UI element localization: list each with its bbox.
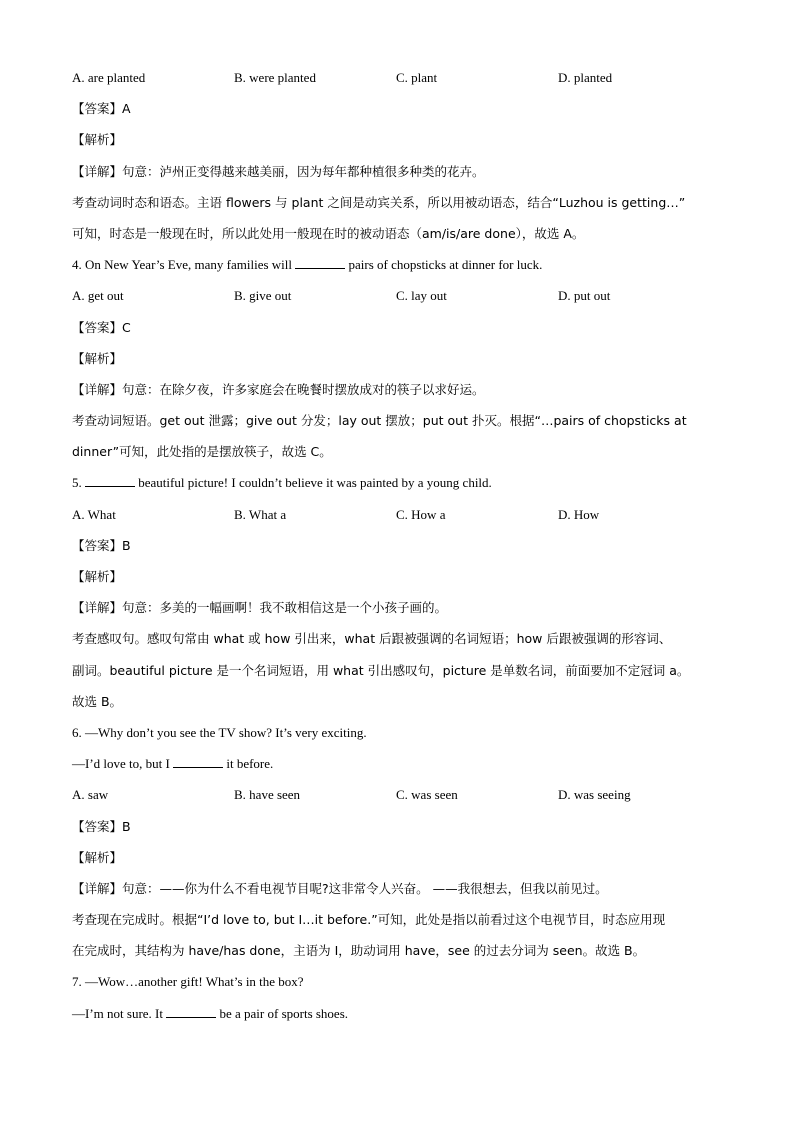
- q5-blank: [85, 472, 135, 487]
- q4-options: [72, 280, 732, 311]
- q6-options: [72, 779, 732, 810]
- q6-blank: [173, 753, 223, 768]
- q5-explain-2: 副词。beautiful picture 是一个名词短语，用 what 引出感叹句，picture 是单数名词，前面要加不定冠词 a。: [72, 662, 690, 678]
- q5-option-d: D. How: [558, 506, 600, 522]
- q3-analysis-label: 【解析】: [72, 132, 123, 148]
- q5-option-a: A. What: [72, 506, 116, 522]
- document-page: [72, 62, 732, 1029]
- q3-explain-1: 考查动词时态和语态。主语 flowers 与 plant 之间是动宾关系，所以用被动语态，结合“Luzhou is getting…”: [72, 194, 686, 210]
- q4-answer: 【答案】C: [72, 319, 131, 335]
- q4-explain-2: dinner”可知，此处指的是摆放筷子，故选 C。: [72, 444, 332, 460]
- q6-answer: 【答案】B: [72, 818, 131, 834]
- q5-answer: 【答案】B: [72, 537, 131, 553]
- q6-explain-1: 考查现在完成时。根据“I’d love to, but I…it before.”可知，此处是指以前看过这个电视节目，时态应用现: [72, 912, 666, 928]
- q6-analysis-label: 【解析】: [72, 849, 123, 865]
- q7-stem-1: 7. —Wow…another gift! What’s in the box?: [72, 974, 304, 990]
- q5-explain-3: 故选 B。: [72, 693, 123, 709]
- q7-stem-2-after: be a pair of sports shoes.: [216, 1005, 349, 1021]
- q7-stem-2-before: —I’m not sure. It: [72, 1005, 167, 1021]
- q5-stem-after: beautiful picture! I couldn’t believe it was painted by a young child.: [135, 475, 492, 491]
- q6-stem-2-after: it before.: [223, 756, 274, 772]
- q4-explain-1: 考查动词短语。get out 泄露；give out 分发；lay out 摆放；put out 扑灭。根据“…pairs of chopsticks at: [72, 413, 687, 429]
- q6-explain-2: 在完成时，其结构为 have/has done，主语为 I，助动词用 have，see 的过去分词为 seen。故选 B。: [72, 943, 646, 959]
- q3-option-a: A. are planted: [72, 70, 146, 85]
- q5-stem-before: 5.: [72, 475, 85, 491]
- q4-option-b: B. give out: [234, 288, 292, 304]
- q6-option-a: A. saw: [72, 787, 109, 803]
- q5-explain-1: 考查感叹句。感叹句常由 what 或 how 引出来，what 后跟被强调的名词短语；how 后跟被强调的形容词、: [72, 631, 672, 647]
- q7-stem-2: [72, 998, 732, 1029]
- q4-stem-after: pairs of chopsticks at dinner for luck.: [345, 257, 543, 273]
- q3-option-b: B. were planted: [234, 70, 316, 85]
- q5-detail: 【详解】句意：多美的一幅画啊！我不敢相信这是一个小孩子画的。: [72, 600, 448, 616]
- q6-option-c: C. was seen: [396, 787, 458, 803]
- q3-explain-2: 可知，时态是一般现在时，所以此处用一般现在时的被动语态（am/is/are done），故选 A。: [72, 225, 585, 241]
- q3-detail: 【详解】句意：泸州正变得越来越美丽，因为每年都种植很多种类的花卉。: [72, 163, 485, 179]
- q4-stem-before: 4. On New Year’s Eve, many families will: [72, 257, 296, 273]
- q5-stem: [72, 467, 732, 498]
- q4-option-a: A. get out: [72, 288, 124, 304]
- q4-blank: [295, 254, 345, 269]
- q4-detail: 【详解】句意：在除夕夜，许多家庭会在晚餐时摆放成对的筷子以求好运。: [72, 381, 485, 397]
- q4-option-d: D. put out: [558, 288, 611, 304]
- q3-answer: 【答案】A: [72, 101, 131, 117]
- q4-analysis-label: 【解析】: [72, 350, 123, 366]
- q4-stem: [72, 249, 732, 280]
- q3-options: [72, 62, 732, 93]
- q3-option-c: C. plant: [396, 70, 438, 85]
- q6-detail: 【详解】句意：——你为什么不看电视节目呢?这非常令人兴奋。 ——我很想去，但我以前见过。: [72, 880, 608, 896]
- q5-analysis-label: 【解析】: [72, 569, 123, 584]
- q7-blank: [166, 1003, 216, 1018]
- q5-option-b: B. What a: [234, 506, 287, 522]
- q6-option-d: D. was seeing: [558, 787, 631, 803]
- q6-stem-1: 6. —Why don’t you see the TV show? It’s very exciting.: [72, 724, 367, 740]
- q3-option-d: D. planted: [558, 70, 613, 85]
- q4-option-c: C. lay out: [396, 288, 447, 304]
- q6-stem-2: [72, 748, 732, 779]
- q5-options: [72, 499, 732, 530]
- q5-option-c: C. How a: [396, 506, 446, 522]
- q6-option-b: B. have seen: [234, 787, 301, 803]
- q6-stem-2-before: —I’d love to, but I: [72, 756, 174, 772]
